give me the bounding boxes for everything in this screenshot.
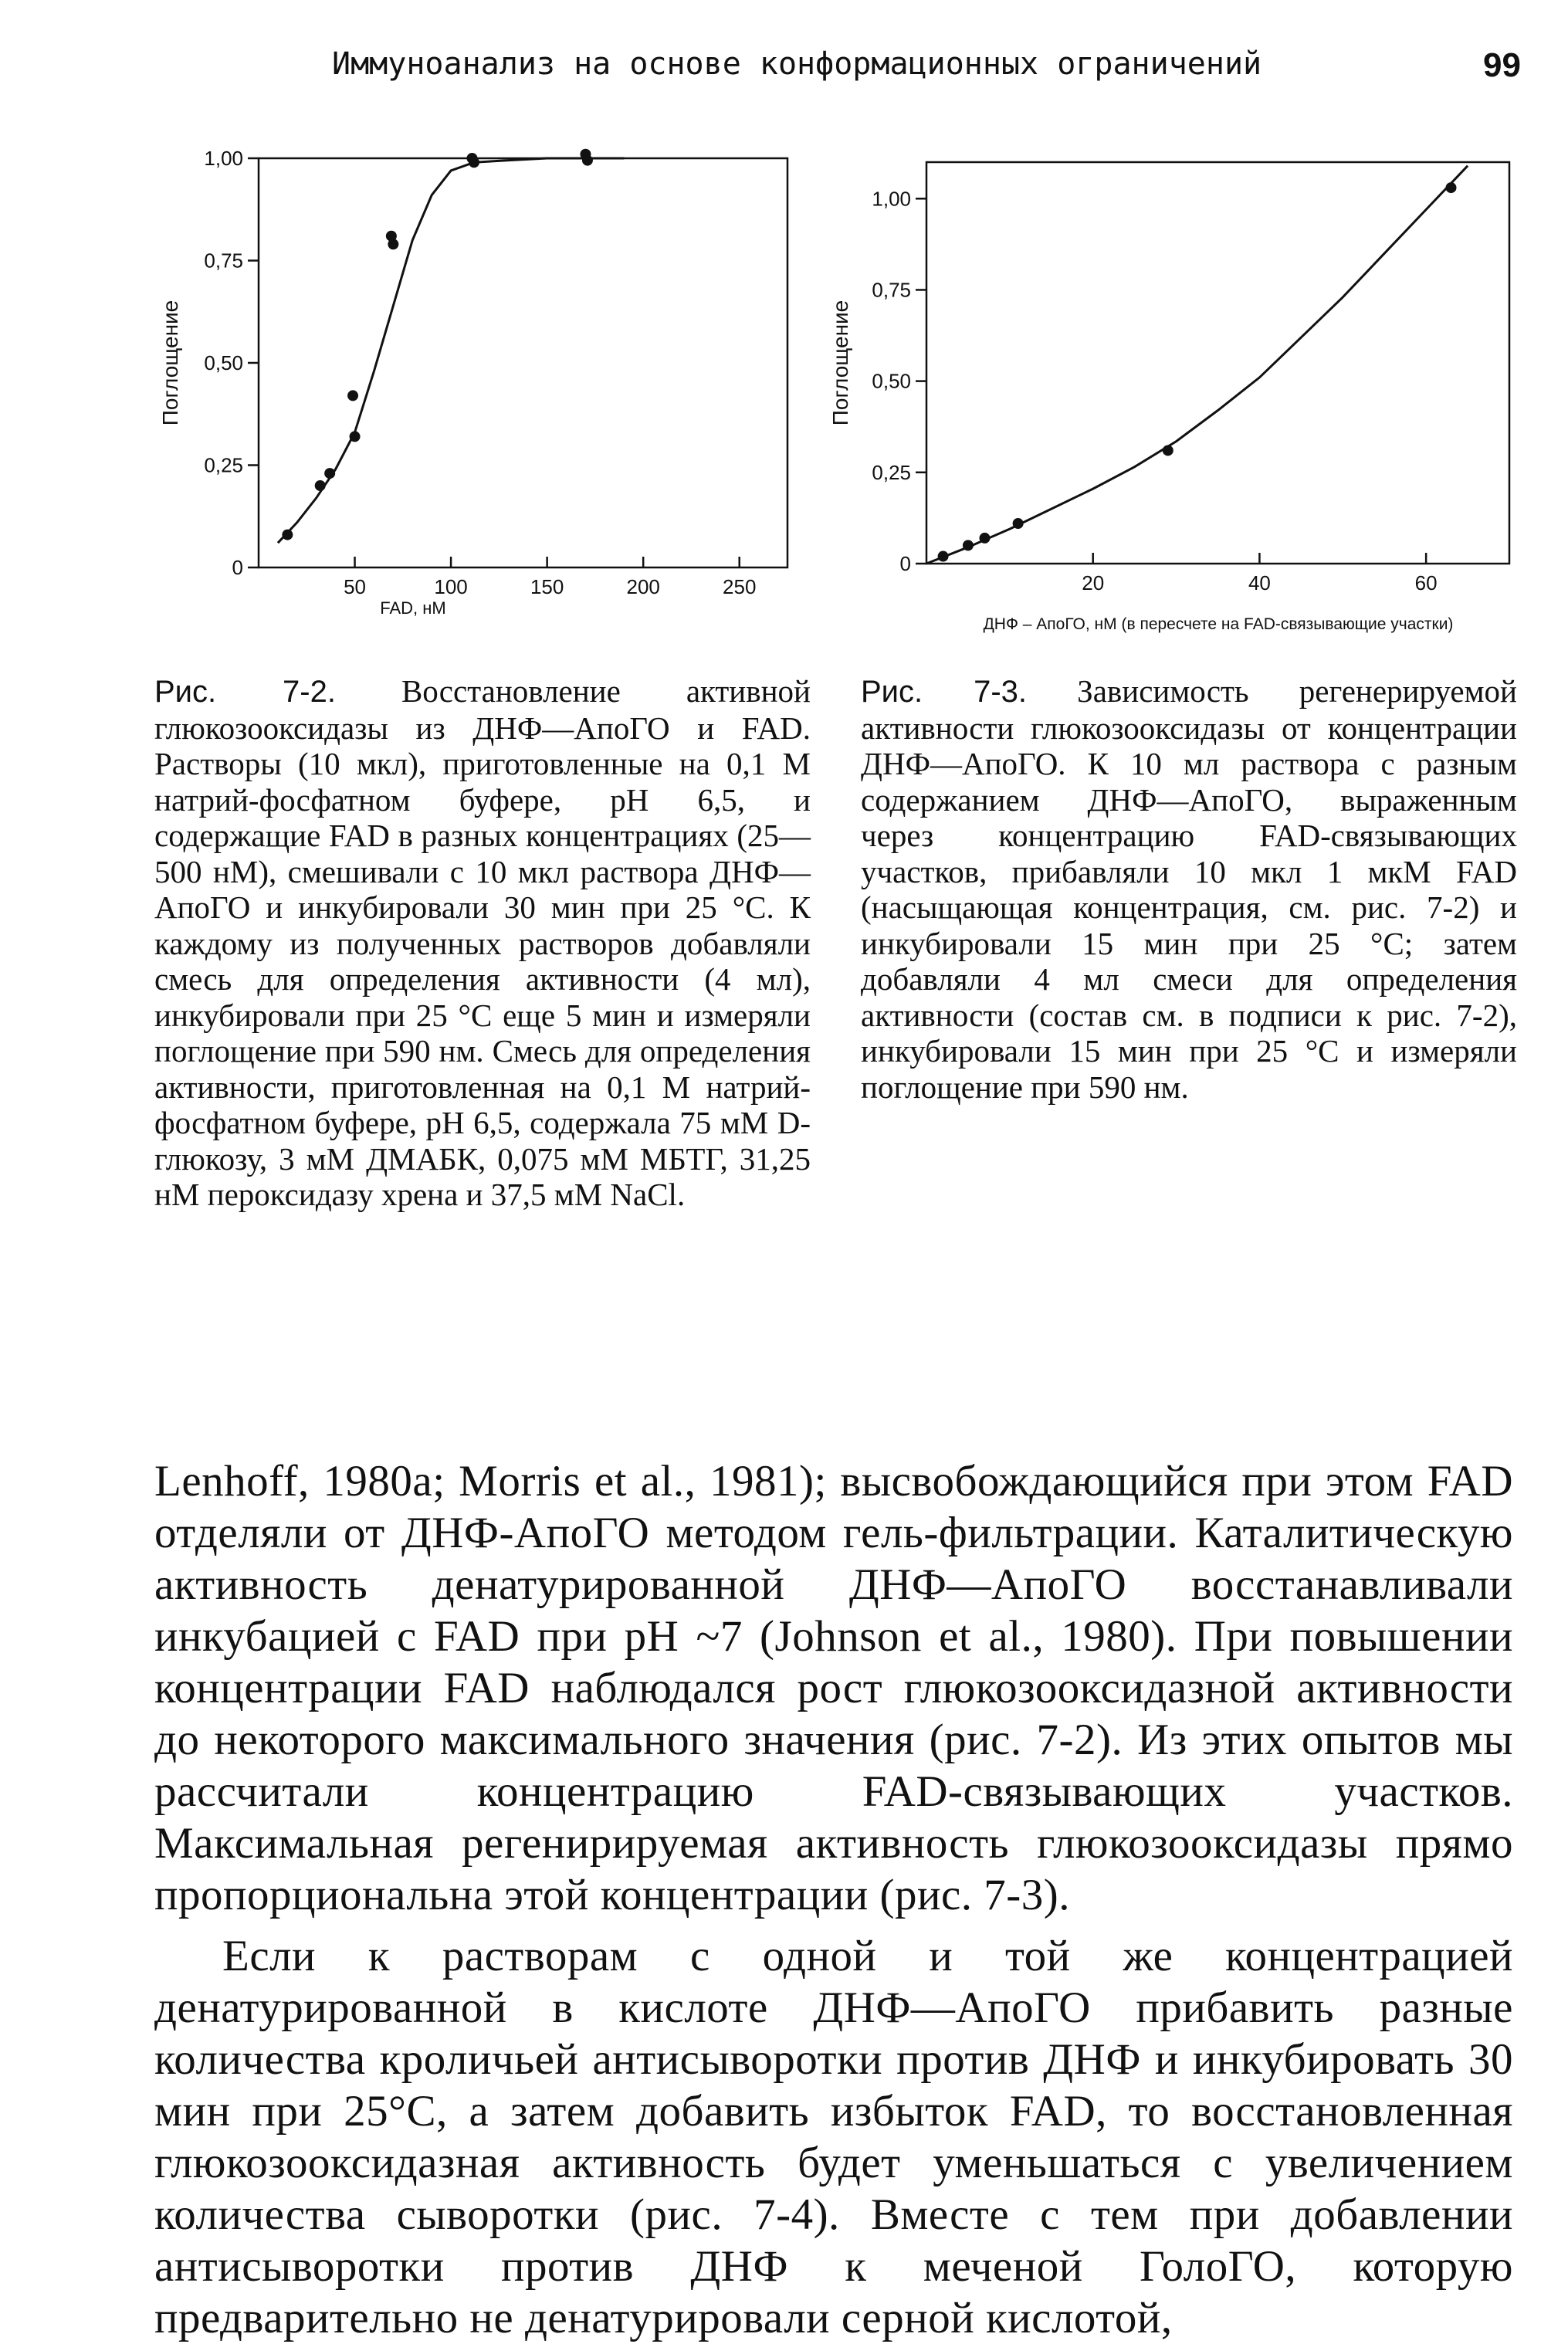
y-tick-label: 1,00 <box>872 187 911 211</box>
caption-label-7-3: Рис. 7-3. <box>861 675 1028 709</box>
x-tick-label: 200 <box>626 575 660 598</box>
plot-frame <box>926 162 1509 564</box>
x-tick-label: 250 <box>723 575 757 598</box>
data-point <box>1013 518 1024 529</box>
data-point <box>980 533 991 544</box>
x-tick-label: 40 <box>1248 571 1271 594</box>
y-tick-label: 0,25 <box>204 453 243 477</box>
data-point <box>282 530 293 540</box>
figure-7-2-chart <box>154 147 811 641</box>
y-tick-label: 0,25 <box>872 460 911 484</box>
caption-fig-7-3 <box>861 673 1517 1105</box>
y-axis-label: Поглощение <box>828 300 852 426</box>
caption-text-7-2: Восстановление активной глюкозооксидазы из ДНФ—АпоГО и FAD. Растворы (10 мкл), приготовленные на 0,1 М натрий-фосфатном буфере, pH 6,5, и содержащие FAD в разных концентрациях (25—500 нМ), смешивали с 10 мкл раствора ДНФ—АпоГО и инкубировали 30 мин при 25 °С. К каждому из полученных растворов добавляли смесь для определения активности (4 мл), инкубировали при 25 °С еще 5 мин и измеряли поглощение при 590 нм. Смесь для определения активности, приготовленная на 0,1 М натрий-фосфатном буфере, pH 6,5, содержала 75 мМ D-глюкозу, 3 мМ ДМАБК, 0,075 мМ МБТГ, 31,25 нМ пероксидазу хрена и 37,5 мМ NaCl. <box>154 673 811 1212</box>
fitted-curve <box>926 166 1468 564</box>
data-point <box>347 390 358 401</box>
body-paragraph-1: Lenhoff, 1980a; Morris et al., 1981); высвобождающийся при этом FAD отделяли от ДНФ-АпоГО методом гель-фильтрации. Каталитическую активность денатурированной ДНФ—АпоГО восстанавливали инкубацией с FAD при pH ~7 (Johnson et al., 1980). При повышении концентрации FAD наблюдался рост глюкозооксидазной активности до некоторого максимального значения (рис. 7-2). Из этих опытов мы рассчитали концентрацию FAD-связывающих участков. Максимальная регенирируемая активность глюкозооксидазы прямо пропорциональна этой концентрации (рис. 7-3). <box>154 1457 1513 1919</box>
data-point <box>582 155 593 166</box>
y-axis-label: Поглощение <box>158 300 182 426</box>
caption-label-7-2: Рис. 7-2. <box>154 675 336 709</box>
x-axis-label: FAD, нМ <box>380 598 446 618</box>
x-tick-label: 60 <box>1414 571 1438 594</box>
x-tick-label: 20 <box>1082 571 1105 594</box>
y-tick-label: 0,50 <box>872 369 911 393</box>
caption-fig-7-2 <box>154 673 811 1213</box>
fitted-curve <box>278 158 624 543</box>
y-tick-label: 0,75 <box>872 278 911 302</box>
y-tick-label: 0,75 <box>204 249 243 273</box>
data-point <box>938 551 949 562</box>
caption-text-7-3: Зависимость регенерируемой активности глюкозооксидазы от концентрации ДНФ—АпоГО. К 10 мл раствора с разным содержанием ДНФ—АпоГО, выраженным через концентрацию FAD-связывающих участков, прибавляли 10 мкл 1 мкМ FAD (насыщающая концентрация, см. рис. 7-2) и инкубировали 15 мин при 25 °С; затем добавляли 4 мл смеси для определения активности (состав см. в подписи к рис. 7-2), инкубировали 15 мин при 25 °С и измеряли поглощение при 590 нм. <box>861 673 1517 1105</box>
running-head <box>139 46 1521 100</box>
x-tick-label: 50 <box>344 575 367 598</box>
x-axis-label: ДНФ – АпоГО, нМ (в пересчете на FAD-связывающие участки) <box>983 615 1454 633</box>
y-tick-label: 0 <box>899 552 911 575</box>
x-tick-label: 100 <box>434 575 468 598</box>
page-number: 99 <box>1483 46 1521 84</box>
data-point <box>1446 182 1457 193</box>
data-point <box>388 239 398 249</box>
y-tick-label: 0,50 <box>204 351 243 374</box>
figure-7-3-chart <box>811 147 1552 656</box>
data-point <box>469 157 479 168</box>
plot-frame <box>259 158 787 567</box>
data-point <box>350 431 361 442</box>
data-point <box>963 540 974 550</box>
y-tick-label: 0 <box>232 556 243 579</box>
body-text <box>154 1455 1513 2344</box>
body-paragraph-2: Если к растворам с одной и той же концентрацией денатурированной в кислоте ДНФ—АпоГО прибавить разные количества кроличьей антисыворотки против ДНФ и инкубировать 30 мин при 25°С, а затем добавить избыток FAD, то восстановленная глюкозооксидазная активность будет уменьшаться с увеличением количества сыворотки (рис. 7-4). Вместе с тем при добавлении антисыворотки против ДНФ к меченой ГолоГО, которую предварительно не денатурировали серной кислотой, <box>154 1932 1513 2342</box>
data-point <box>324 468 335 479</box>
data-point <box>1163 445 1173 456</box>
running-title: Иммуноанализ на основе конформационных ограничений <box>332 46 1262 82</box>
x-tick-label: 150 <box>530 575 564 598</box>
y-tick-label: 1,00 <box>204 147 243 170</box>
data-point <box>315 480 326 491</box>
